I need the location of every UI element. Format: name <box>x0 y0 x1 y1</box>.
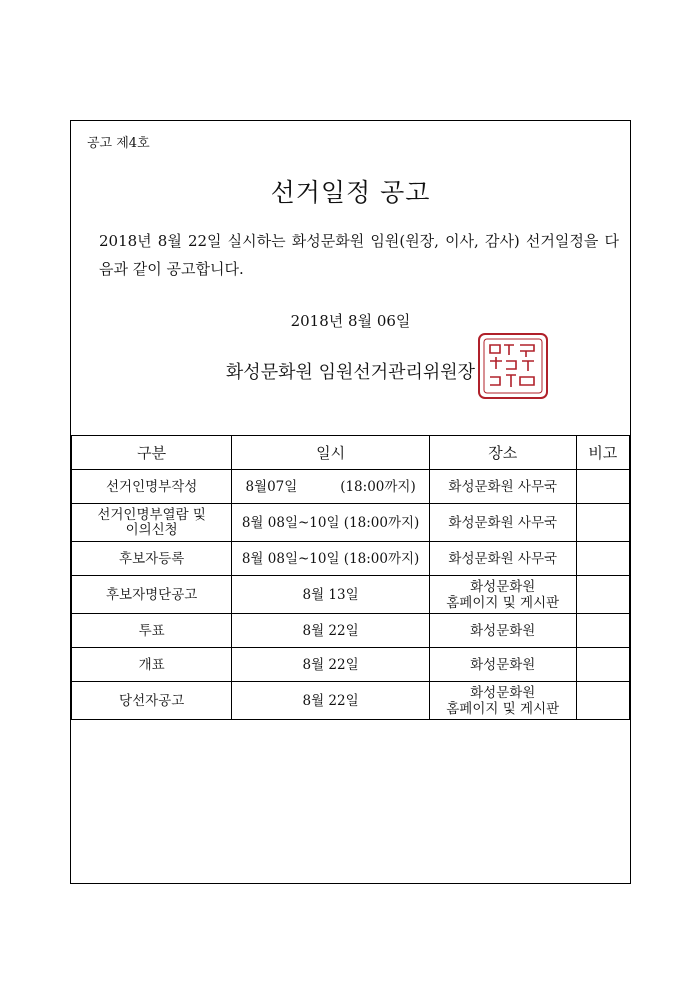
cell-place: 화성문화원 <box>429 614 576 648</box>
cell-place: 화성문화원 사무국 <box>429 504 576 542</box>
cell-category: 후보자명단공고 <box>72 576 232 614</box>
cell-place <box>429 576 576 614</box>
cell-note <box>576 542 629 576</box>
cell-datetime: 8월 08일~10일 (18:00까지) <box>232 542 430 576</box>
cell-note <box>576 648 629 682</box>
header-category: 구분 <box>72 436 232 470</box>
official-seal-icon <box>476 331 550 401</box>
cell-place <box>429 682 576 720</box>
cell-datetime: 8월 22일 <box>232 648 430 682</box>
notice-body: 2018년 8월 22일 실시하는 화성문화원 임원(원장, 이사, 감사) 선거일정을 다음과 같이 공고합니다. <box>99 232 619 278</box>
cell-note <box>576 470 629 504</box>
cell-place: 화성문화원 사무국 <box>429 542 576 576</box>
cell-category: 당선자공고 <box>72 682 232 720</box>
cell-place-line1: 화성문화원 <box>470 684 536 701</box>
cell-category: 투표 <box>72 614 232 648</box>
notice-number: 공고 제4호 <box>87 136 150 151</box>
table-row <box>72 576 630 614</box>
cell-category: 선거인명부작성 <box>72 470 232 504</box>
notice-date: 2018년 8월 06일 <box>290 312 411 330</box>
cell-datetime: 8월 22일 <box>232 614 430 648</box>
cell-category: 개표 <box>72 648 232 682</box>
cell-datetime: 8월 08일~10일 (18:00까지) <box>232 504 430 542</box>
cell-place-line2: 홈페이지 및 게시판 <box>446 700 560 717</box>
table-row <box>72 470 630 504</box>
cell-note <box>576 614 629 648</box>
header-datetime: 일시 <box>232 436 430 470</box>
cell-note <box>576 682 629 720</box>
table-row <box>72 648 630 682</box>
cell-place: 화성문화원 <box>429 648 576 682</box>
cell-category: 후보자등록 <box>72 542 232 576</box>
cell-datetime: 8월07일 (18:00까지) <box>232 470 430 504</box>
table-header-row <box>72 436 630 470</box>
page-title: 선거일정 공고 <box>270 178 431 207</box>
issuer-name: 화성문화원 임원선거관리위원장 <box>225 362 476 383</box>
table-row <box>72 542 630 576</box>
cell-datetime: 8월 13일 <box>232 576 430 614</box>
table-row <box>72 504 630 542</box>
notice-frame <box>70 120 631 884</box>
header-note: 비고 <box>576 436 629 470</box>
table-row <box>72 682 630 720</box>
cell-place-line1: 화성문화원 <box>470 578 536 595</box>
cell-note <box>576 504 629 542</box>
election-schedule-table <box>71 435 630 720</box>
cell-place: 화성문화원 사무국 <box>429 470 576 504</box>
cell-datetime: 8월 22일 <box>232 682 430 720</box>
cell-category: 선거인명부열람 및 이의신청 <box>72 504 232 542</box>
cell-note <box>576 576 629 614</box>
cell-place-line2: 홈페이지 및 게시판 <box>446 594 560 611</box>
header-place: 장소 <box>429 436 576 470</box>
table-row <box>72 614 630 648</box>
